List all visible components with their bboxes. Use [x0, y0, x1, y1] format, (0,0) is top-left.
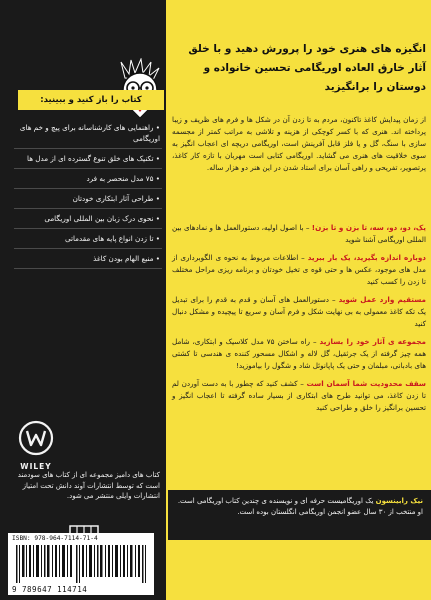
isbn-label: ISBN: 978-964-7114-71-4: [12, 535, 98, 542]
section-list: [172, 222, 426, 420]
section-title: دوباره اندازه بگیرید، یک بار ببرید: [307, 253, 426, 262]
section-item: [172, 294, 426, 330]
section-text: – با اصول اولیه، دستورالعمل ها و نمادهای بین المللی اوریگامی آشنا شوید: [172, 223, 426, 244]
feature-item: • ۷۵ مدل منحصر به فرد: [14, 169, 162, 189]
section-item: [172, 252, 426, 288]
left-black-panel: [0, 0, 166, 600]
feature-item: • راهنمایی های کارشناسانه برای پیچ و خم های اوریگامی: [14, 118, 162, 149]
author-bar: [168, 490, 431, 540]
feature-item: • نحوی درک زبان بین المللی اوریگامی: [14, 209, 162, 229]
feature-item: • تا زدن انواع پایه های مقدماتی: [14, 229, 162, 249]
section-item: [172, 336, 426, 372]
section-text: – اطلاعات مربوط به نحوه ی الگوبرداری از مدل های موجود، عکس ها و حتی قوه ی تخیل خودتان و برنامه ریزی مراحل مختلف تا زدن را کسب کنید: [172, 253, 426, 286]
wiley-logo: [12, 420, 60, 471]
section-title: مجموعه ی آثار خود را بسازید: [319, 337, 426, 346]
barcode-number: 9 789647 114714: [12, 585, 88, 594]
barcode-icon: [14, 545, 148, 583]
cta-bar: کتاب را باز کنید و ببینید:: [18, 90, 164, 110]
feature-item: • منبع الهام بودن کاغذ: [14, 249, 162, 269]
author-text: یک اوریگامیست حرفه ای و نویسنده ی چندین کتاب اوریگامی است. او منتخب از ۳۰ سال عضو انجمن اوریگامی انگلستان بوده است.: [177, 497, 423, 516]
author-name: نیک رابینسون: [375, 497, 423, 505]
section-text: – کشف کنید که چطور با به دست آوردن لم تا زدن کاغذ، می توانید طرح های ابتکاری از بسیار ساده گرفته تا اعجاب انگیز و تحسین برانگیز را خلق و طراحی کنید: [172, 379, 426, 412]
dummies-mascot-icon: [115, 58, 165, 120]
section-title: سقف محدودیت شما آسمان است: [306, 379, 427, 388]
isbn-barcode-box: [8, 533, 154, 595]
intro-paragraph: [172, 114, 426, 174]
section-title: یک، دو، دو، سه، تا بزن و تا بزن!: [311, 223, 426, 232]
section-text: – راه ساختن ۷۵ مدل کلاسیک و ابتکاری، شامل همه چیز گرفته از یک جرثقیل، گل لاله و اشکال مسحور کننده ی هندسی تا کشتی های بادبانی، مبلمان و حتی یک پاپانوئل شاد و شگول را بیاموزید!: [172, 337, 426, 370]
wiley-emblem-icon: [18, 420, 54, 456]
author-bio: [176, 496, 423, 518]
wiley-wordmark: WILEY: [20, 462, 52, 471]
section-title: مستقیم وارد عمل شوید: [338, 295, 426, 304]
feature-item: • تکنیک های خلق تنوع گسترده ای از مدل ها: [14, 149, 162, 169]
section-item: [172, 222, 426, 246]
headline: انگیزه های هنری خود را پرورش دهید و با خلق آثار خارق العاده اوریگامی تحسین خانواده و دوستان را برانگیزید: [188, 43, 426, 93]
feature-list: [14, 118, 162, 269]
series-note: کتاب های دامیز مجموعه ای از کتاب های سودمند است که توسط انتشارات آوند دانش تحت امتیاز انتشارات وایلی منتشر می شود.: [17, 471, 160, 500]
section-text: – دستورالعمل های آسان و قدم به قدم را برای تبدیل یک تکه کاغذ معمولی به بی نهایت شکل و فرم آسان و سریع تا پیچیده و مشکل دنبال کنید: [172, 295, 426, 328]
section-item: [172, 378, 426, 414]
feature-item: • طراحی آثار ابتکاری خودتان: [14, 189, 162, 209]
intro-text: از زمان پیدایش کاغذ تاکنون، مردم به تا زدن آن در شکل ها و فرم های ظریف و زیبا پرداخته اند. هنری که با کسر کوچکی از هزینه و تلاشی به مراتب کمتر از مجسمه سازی با سنگ، گل و یا فلز قابل آفرینش است، اوریگامی دریچه ای اعجاب انگیز به سوی خلاقیت های هنری می گشاید. اوریگامی کتابی است مهربان با تازه کار کاغذ، پرتصویر، تفریحی و راهی آسان برای استاد شدن در این هنر دو هزار ساله.: [172, 115, 426, 172]
